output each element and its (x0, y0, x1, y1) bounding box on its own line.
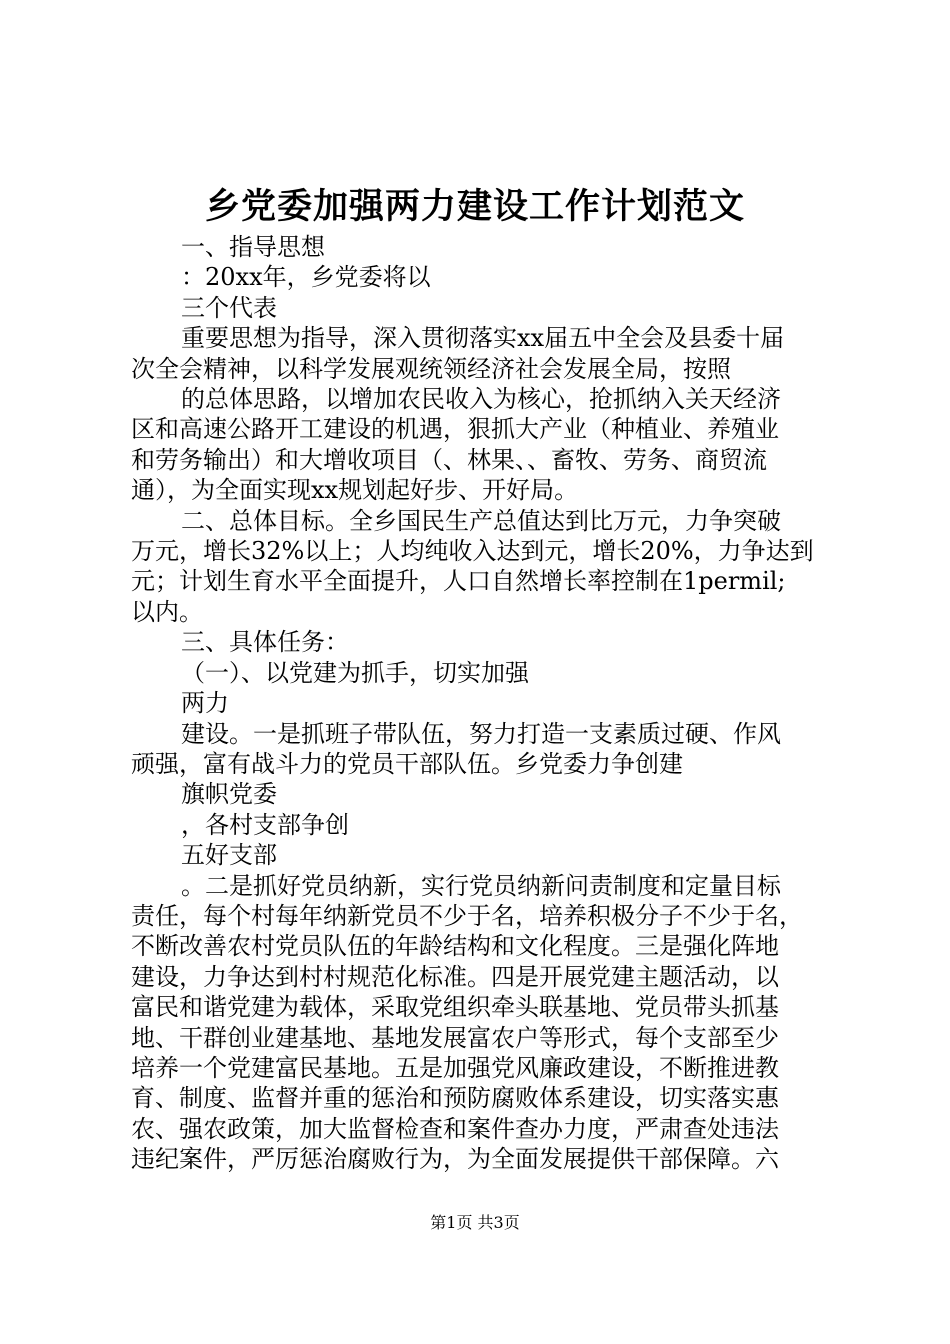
text-line: 和劳务输出）和大增收项目（、林果、、畜牧、劳务、商贸流 (131, 445, 767, 474)
document-body (131, 232, 831, 1175)
text-line: 通），为全面实现xx规划起好步、开好局。 (131, 476, 579, 505)
text-line: 万元，增长32%以上；人均纯收入达到元，增长20%，力争达到 (131, 537, 814, 566)
text-line: 的总体思路，以增加农民收入为核心，抢抓纳入关天经济 (181, 385, 781, 414)
page-footer: 第1页 共3页 (430, 1213, 520, 1232)
text-line: 以内。 (131, 597, 203, 626)
text-line: 五好支部 (181, 841, 277, 870)
text-line: 育、制度、监督并重的惩治和预防腐败体系建设，切实落实惠 (131, 1084, 779, 1113)
text-line: 责任，每个村每年纳新党员不少于名，培养积极分子不少于名， (131, 901, 803, 930)
text-line: 区和高速公路开工建设的机遇，狠抓大产业（种植业、养殖业 (131, 415, 779, 444)
text-line: 建设，力争达到村村规范化标准。四是开展党建主题活动，以 (131, 962, 779, 991)
text-line: 元；计划生育水平全面提升，人口自然增长率控制在1permil; (131, 567, 786, 596)
text-line: 建设。一是抓班子带队伍，努力打造一支素质过硬、作风 (181, 719, 781, 748)
text-line: 重要思想为指导，深入贯彻落实xx届五中全会及县委十届 (181, 324, 785, 353)
text-line: 不断改善农村党员队伍的年龄结构和文化程度。三是强化阵地 (131, 932, 779, 961)
text-line: 旗帜党委 (181, 780, 277, 809)
text-line: 三个代表 (181, 293, 277, 322)
text-line: ，各村支部争创 (181, 810, 349, 839)
page-title: 乡党委加强两力建设工作计划范文 (204, 186, 745, 227)
text-line: 违纪案件，严厉惩治腐败行为，为全面发展提供干部保障。六 (131, 1145, 779, 1174)
text-line: 顽强，富有战斗力的党员干部队伍。乡党委力争创建 (131, 749, 683, 778)
text-line: 一、指导思想 (181, 233, 325, 261)
text-line: 地、干群创业建基地、基地发展富农户等形式，每个支部至少 (131, 1023, 779, 1052)
text-line: 农、强农政策，加大监督检查和案件查办力度，严肃查处违法 (131, 1114, 779, 1143)
text-line: 次全会精神，以科学发展观统领经济社会发展全局，按照 (131, 354, 731, 383)
text-line: 富民和谐党建为载体，采取党组织牵头联基地、党员带头抓基 (131, 993, 779, 1022)
text-line: 三、具体任务： (181, 628, 349, 657)
text-line: 。二是抓好党员纳新，实行党员纳新问责制度和定量目标 (181, 871, 781, 900)
text-line: 培养一个党建富民基地。五是加强党风廉政建设，不断推进教 (131, 1053, 779, 1082)
text-line: （一）、以党建为抓手，切实加强 (181, 658, 529, 687)
text-line: 两力 (181, 689, 229, 718)
text-line: ：20xx年，乡党委将以 (181, 263, 431, 292)
text-line: 二、总体目标。全乡国民生产总值达到比万元，力争突破 (181, 506, 781, 535)
